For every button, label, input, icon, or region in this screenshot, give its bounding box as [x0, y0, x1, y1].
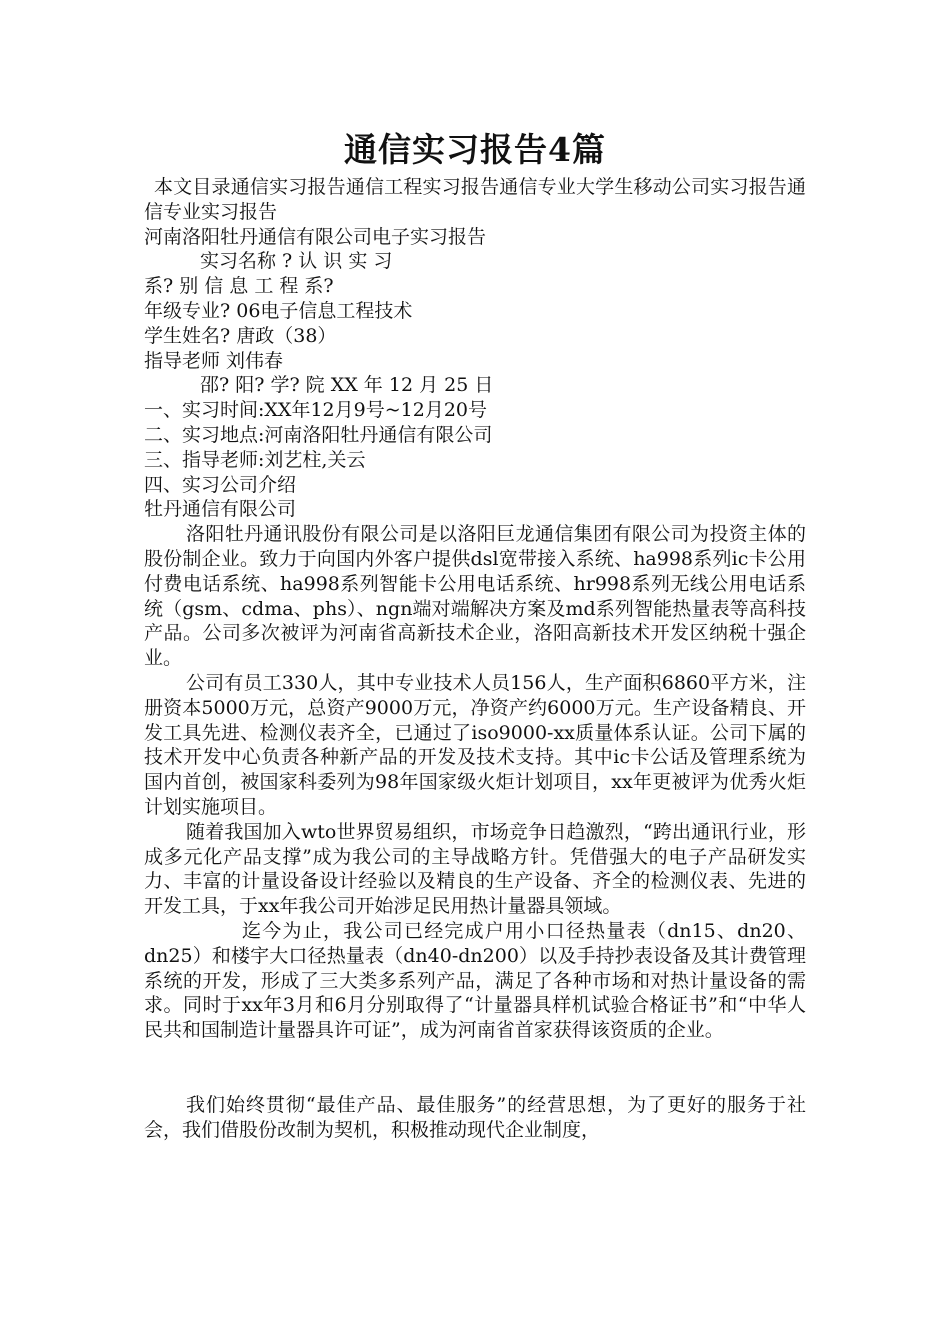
company-name-line: 牡丹通信有限公司	[144, 498, 297, 521]
document-title: 通信实习报告4篇	[344, 130, 606, 169]
department-line: 系? 别 信 息 工 程 系?	[144, 275, 334, 298]
body-paragraph-strategy: 随着我国加入wto世界贸易组织，市场竞争日趋激烈，“跨出通讯行业，形成多元化产品支撑”成为我公司的主导战略方针。凭借强大的电子产品研发实力、丰富的计量设备设计经验以及精良的生产设备、齐全的检测仪表、先进的开发工具，于xx年我公司开始涉足民用热计量器具领域。	[144, 820, 806, 918]
internship-time-line: 一、实习时间:XX年12月9号~12月20号	[144, 399, 487, 422]
document-body	[144, 175, 806, 1142]
internship-name-line: 实习名称 ? 认 识 实 习	[200, 250, 393, 273]
company-intro-heading: 四、实习公司介绍	[144, 473, 297, 496]
student-name-line: 学生姓名? 唐政（38）	[144, 324, 337, 347]
body-paragraph-company-stats: 公司有员工330人，其中专业技术人员156人，生产面积6860平方米，注册资本5000万元，总资产9000万元，净资产约6000万元。生产设备精良、开发工具先进、检测仪表齐全，已通过了iso9000-xx质量体系认证。公司下属的技术开发中心负责各种新产品的开发及技术支持。其中ic卡公话及管理系统为国内首创，被国家科委列为98年国家级火炬计划项目，xx年更被评为优秀火炬计划实施项目。	[144, 671, 806, 818]
major-line: 年级专业? 06电子信息工程技术	[144, 299, 413, 322]
table-of-contents-line: 本文目录通信实习报告通信工程实习报告通信专业大学生移动公司实习报告通信专业实习报告	[144, 176, 806, 223]
school-date-line: 邵? 阳? 学? 院 XX 年 12 月 25 日	[200, 374, 494, 397]
report-heading: 河南洛阳牡丹通信有限公司电子实习报告	[144, 225, 487, 248]
paragraph-gap	[144, 1043, 806, 1093]
body-paragraph-philosophy: 我们始终贯彻“最佳产品、最佳服务”的经营思想，为了更好的服务于社会，我们借股份改制为契机，积极推动现代企业制度，	[144, 1093, 806, 1141]
body-paragraph-products: 迄今为止，我公司已经完成户用小口径热量表（dn15、dn20、dn25）和楼宇大口径热量表（dn40-dn200）以及手持抄表设备及其计费管理系统的开发，形成了三大类多系列产品，满足了各种市场和对热计量设备的需求。同时于xx年3月和6月分别取得了“计量器具样机试验合格证书”和“中华人民共和国制造计量器具许可证”，成为河南省首家获得该资质的企业。	[144, 919, 806, 1042]
instructors-line: 三、指导老师:刘艺柱,关云	[144, 448, 366, 471]
internship-location-line: 二、实习地点:河南洛阳牡丹通信有限公司	[144, 423, 493, 446]
body-paragraph-company-overview: 洛阳牡丹通讯股份有限公司是以洛阳巨龙通信集团有限公司为投资主体的股份制企业。致力于向国内外客户提供dsl宽带接入系统、ha998系列ic卡公用付费电话系统、ha998系列智能卡公用电话系统、hr998系列无线公用电话系统（gsm、cdma、phs）、ngn端对端解决方案及md系列智能热量表等高科技产品。公司多次被评为河南省高新技术企业，洛阳高新技术开发区纳税十强企业。	[144, 523, 806, 670]
advisor-line: 指导老师 刘伟春	[144, 349, 284, 372]
